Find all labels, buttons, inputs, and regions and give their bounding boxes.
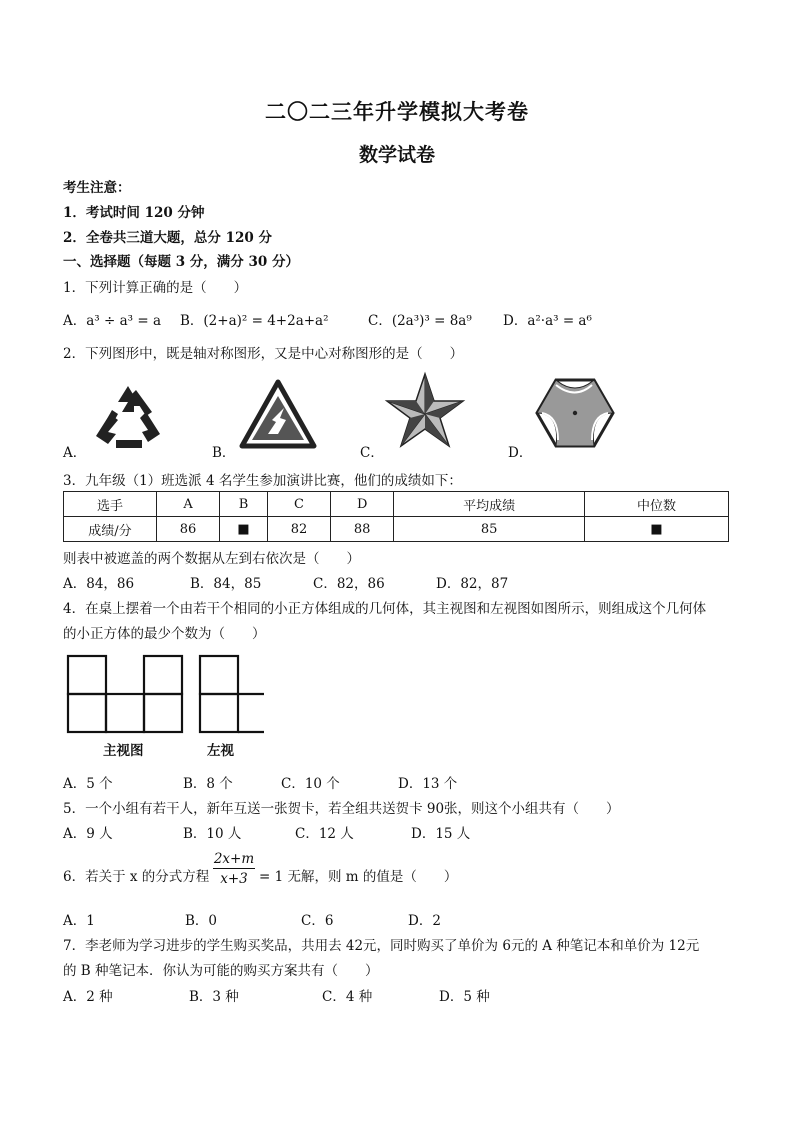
q6-option-d: D．2 bbox=[408, 913, 441, 929]
q6-option-a: A．1 bbox=[63, 913, 95, 929]
q4-option-c: C．10 个 bbox=[281, 776, 340, 792]
main-view-label: 主视图 bbox=[103, 743, 144, 759]
table-row bbox=[64, 517, 729, 542]
views-figure bbox=[66, 654, 266, 736]
q3-option-b: B．84，85 bbox=[190, 576, 262, 592]
q5-option-a: A．9 人 bbox=[63, 826, 113, 842]
q1-option-d: D．a²·a³ = a⁶ bbox=[503, 313, 592, 329]
q6-denominator: x+3 bbox=[220, 871, 248, 887]
table-header-cell: D bbox=[331, 492, 394, 517]
score-table bbox=[63, 491, 729, 542]
table-cell: ■ bbox=[584, 517, 728, 542]
q5-stem: 5．一个小组有若干人，新年互送一张贺卡，若全组共送贺卡 90张，则这个小组共有（ ） bbox=[63, 801, 620, 817]
q4-stem-line2: 的小正方体的最少个数为（ ） bbox=[63, 626, 266, 642]
table-cell: 88 bbox=[331, 517, 394, 542]
q7-option-b: B．3 种 bbox=[189, 989, 239, 1005]
q4-option-b: B．8 个 bbox=[183, 776, 233, 792]
table-cell: 86 bbox=[157, 517, 220, 542]
q7-stem-line1: 7．李老师为学习进步的学生购买奖品，共用去 42元，同时购买了单价为 6元的 A 种笔记本和单价为 12元 bbox=[63, 938, 700, 954]
table-header-row bbox=[64, 492, 729, 517]
q6-numerator: 2x+m bbox=[213, 851, 255, 867]
notice-heading: 考生注意： bbox=[63, 180, 131, 196]
left-view-label: 左视 bbox=[207, 743, 234, 759]
q3-option-a: A．84，86 bbox=[63, 576, 135, 592]
q1-option-c: C．(2a³)³ = 8a⁹ bbox=[368, 313, 472, 329]
q6-fraction bbox=[213, 851, 255, 887]
recycle-icon bbox=[88, 382, 168, 452]
q7-stem-line2: 的 B 种笔记本．你认为可能的购买方案共有（ ） bbox=[63, 963, 379, 979]
q7-option-c: C．4 种 bbox=[322, 989, 373, 1005]
table-cell: 82 bbox=[267, 517, 330, 542]
q1-stem: 1．下列计算正确的是（ ） bbox=[63, 280, 248, 296]
q4-option-d: D．13 个 bbox=[398, 776, 458, 792]
table-header-cell: 中位数 bbox=[584, 492, 728, 517]
exam-subtitle: 数学试卷 bbox=[358, 144, 435, 166]
hexagon-icon bbox=[534, 376, 616, 450]
q1-option-b: B．(2+a)² = 4+2a+a² bbox=[180, 313, 329, 329]
notice-item-1: 1．考试时间 120 分钟 bbox=[63, 205, 205, 221]
table-header-cell: C bbox=[267, 492, 330, 517]
q2-label-a: A． bbox=[63, 445, 87, 461]
q6-stem-after: = 1 无解，则 m 的值是（ ） bbox=[259, 869, 458, 885]
table-header-cell: A bbox=[157, 492, 220, 517]
table-header-cell: 选手 bbox=[64, 492, 157, 517]
table-cell: 85 bbox=[394, 517, 585, 542]
q2-stem: 2．下列图形中，既是轴对称图形，又是中心对称图形的是（ ） bbox=[63, 346, 464, 362]
q6-stem-before: 6．若关于 x 的分式方程 bbox=[63, 869, 210, 885]
q2-label-c: C． bbox=[360, 445, 384, 461]
q5-option-b: B．10 人 bbox=[183, 826, 242, 842]
section-heading: 一、选择题（每题 3 分，满分 30 分） bbox=[63, 254, 299, 270]
q1-option-a: A．a³ ÷ a³ = a bbox=[63, 313, 162, 329]
exam-title: 二〇二三年升学模拟大考卷 bbox=[265, 99, 529, 124]
q4-stem-line1: 4．在桌上摆着一个由若干个相同的小正方体组成的几何体，其主视图和左视图如图所示，则组成这个几何体 bbox=[63, 601, 707, 617]
q6-option-b: B．0 bbox=[185, 913, 218, 929]
table-header-cell: B bbox=[220, 492, 268, 517]
notice-item-2: 2．全卷共三道大题，总分 120 分 bbox=[63, 230, 272, 246]
q4-option-a: A．5 个 bbox=[63, 776, 113, 792]
q3-question: 则表中被遮盖的两个数据从左到右依次是（ ） bbox=[63, 551, 360, 567]
q3-option-d: D．82，87 bbox=[436, 576, 509, 592]
table-cell: ■ bbox=[220, 517, 268, 542]
table-header-cell: 平均成绩 bbox=[394, 492, 585, 517]
q7-option-d: D．5 种 bbox=[439, 989, 490, 1005]
q2-label-b: B． bbox=[212, 445, 236, 461]
q2-label-d: D． bbox=[508, 445, 533, 461]
q5-option-d: D．15 人 bbox=[411, 826, 471, 842]
warning-triangle-icon bbox=[238, 378, 318, 452]
table-cell: 成绩/分 bbox=[64, 517, 157, 542]
q3-option-c: C．82，86 bbox=[313, 576, 385, 592]
q5-option-c: C．12 人 bbox=[295, 826, 354, 842]
star-icon bbox=[384, 370, 466, 452]
q7-option-a: A．2 种 bbox=[63, 989, 113, 1005]
q3-stem: 3．九年级（1）班选派 4 名学生参加演讲比赛，他们的成绩如下： bbox=[63, 473, 462, 489]
q6-option-c: C．6 bbox=[301, 913, 334, 929]
